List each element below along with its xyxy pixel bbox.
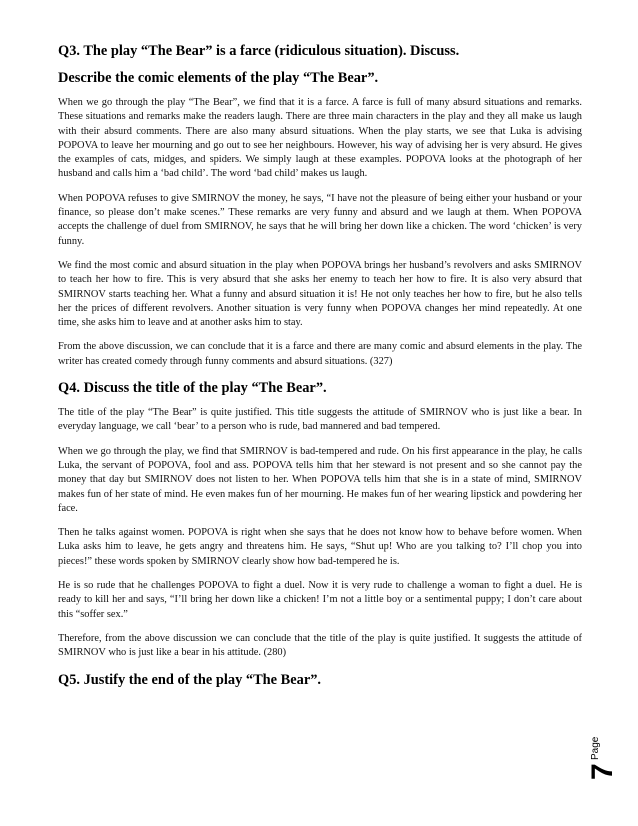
q3-paragraph-4: From the above discussion, we can conclude that it is a farce and there are many comic and absurd elements in the play. The writer has created comedy through funny comments and absurd situations. (327) [58,341,582,367]
q3-heading: Q3. The play “The Bear” is a farce (ridiculous situation). Discuss. [58,43,460,59]
page-number-marker [586,730,630,790]
q3-paragraph-2: When POPOVA refuses to give SMIRNOV the money, he says, “I have not the pleasure of being either your husband or your finance, so please don’t make scenes.” These remarks are very funny and absurd and we laugh at them. When POPOVA accepts the challenge of duel from SMIRNOV, he says that he will bring her down like a chicken. The word ‘chicken’ is very funny. [58,192,582,247]
page-number: 7 [586,763,619,780]
q4-paragraph-5: Therefore, from the above discussion we can conclude that the title of the play is quite justified. It suggests the attitude of SMIRNOV who is just like a bear in his attitude. (280) [58,632,582,659]
document-body [58,42,582,698]
page-label: Page [590,736,601,760]
q4-heading: Q4. Discuss the title of the play “The Bear”. [58,380,327,397]
q4-paragraph-3: Then he talks against women. POPOVA is right when she says that he does not know how to behave before women. When Luka asks him to leave, he gets angry and threatens him. He says, “Shut up! Who are you talking to? I’ll chop you into pieces!” these words spoken by SMIRNOV clearly show how bad-tempered he is. [58,527,582,567]
q5-heading: Q5. Justify the end of the play “The Bear”. [58,671,322,688]
q4-paragraph-1: The title of the play “The Bear” is quite justified. This title suggests the attitude of SMIRNOV who is just like a bear. In everyday language, we call ‘bear’ to a person who is rude, bad mannered and bad tempered. [58,407,582,433]
q3-paragraph-1: When we go through the play “The Bear”, we find that it is a farce. A farce is full of many absurd situations and remarks. These situations and remarks make the readers laugh. There are three main characters in the play and they all make us laugh with their absurd comments. There are also many absurd situations. When the play starts, we see that Luka is advising POPOVA to leave her mourning and go out to see her neighbours. However, his way of advising her is very absurd. He gives the examples of cats, midges, and spiders. We simply laugh at these examples. POPOVA looks at the photograph of her husband and calls him a ‘bad child’. The word ‘bad child’ makes us laugh. [58,97,582,180]
q4-paragraph-4: He is so rude that he challenges POPOVA to fight a duel. Now it is very rude to challenge a woman to fight a duel. He is ready to kill her and says, “I’ll bring her down like a chicken! I’m not a little boy or a sentimental puppy; I don’t care about this “soffer sex.” [58,580,582,620]
q4-paragraph-2: When we go through the play, we find that SMIRNOV is bad-tempered and rude. On his first appearance in the play, he calls Luka, the servant of POPOVA, fool and ass. POPOVA tells him that her steward is not present and so she cannot pay the money that day but SMIRNOV does not listen to her. When POPOVA tells him that she is in a state of mind, SMIRNOV makes fun of her state of mind. He even makes fun of her mourning. He makes fun of her wearing lipstick and powdering her face. [58,445,582,514]
q3-paragraph-3: We find the most comic and absurd situation in the play when POPOVA brings her husband’s revolvers and asks SMIRNOV to teach her how to fire. This is very absurd that she asks her enemy to teach her how to fire. It is also very absurd that SMIRNOV starts teaching her. What a funny and absurd situation it is! He not only teaches her how to fire, but he also tells her the prices of different revolvers. Another situation is very funny when POPOVA changes her mind repeatedly. At one time, she asks him to leave and at another asks him to stay. [58,259,582,329]
q3-subheading: Describe the comic elements of the play “The Bear”. [58,70,379,86]
